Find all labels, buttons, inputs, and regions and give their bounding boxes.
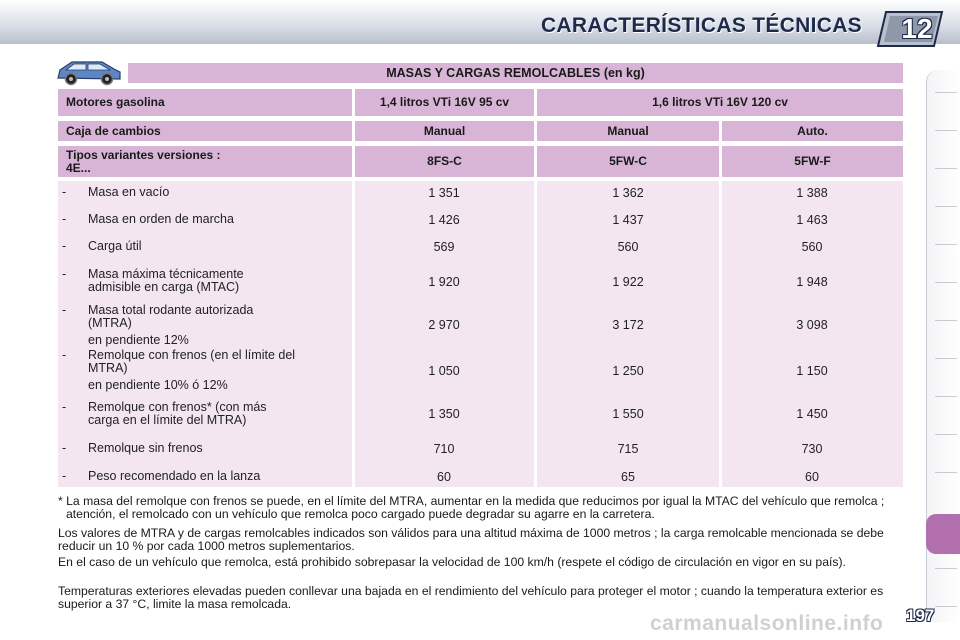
note-temperature: Temperaturas exteriores elevadas pueden conllevar una bajada en el rendimiento del vehículo para proteger el motor ; cuando la temperatura exterior es superior a 37 °C, limite la masa remolcada. (58, 584, 884, 611)
engine-label: Motores gasolina (58, 89, 352, 116)
table-cell: 1 351 (428, 186, 460, 200)
chapter-number: 12 (901, 13, 933, 44)
table-cell: 1 250 (612, 364, 644, 378)
chapter-tab-active[interactable] (926, 514, 960, 554)
table-cell: 3 172 (612, 318, 644, 332)
variant-1: 8FS-C (355, 146, 534, 177)
table-cell: 1 150 (796, 364, 828, 378)
note-altitude: Los valores de MTRA y de cargas remolcables indicados son válidos para una altitud máxima de 1000 metros ; la carga remolcable mencionada se debe reducir un 10 % por cada 1000 metros suplementarios. (58, 526, 884, 553)
note-speed: En el caso de un vehículo que remolca, está prohibido sobrepasar la velocidad de 100 km/h (respete el código de circulación en vigor en su país). (58, 555, 846, 569)
table-cell: 1 450 (796, 407, 828, 421)
chapter-badge (876, 8, 946, 50)
table-cell: 730 (801, 442, 823, 456)
watermark: carmanualsonline.info (650, 612, 884, 635)
gearbox-1: Manual (355, 121, 534, 141)
table-cell: 560 (617, 240, 639, 254)
table-cell: 60 (805, 470, 819, 484)
table-cell: 60 (437, 470, 451, 484)
page-title: CARACTERÍSTICAS TÉCNICAS (540, 14, 862, 37)
gearbox-2: Manual (537, 121, 719, 141)
variant-2: 5FW-C (537, 146, 719, 177)
table-caption: MASAS Y CARGAS REMOLCABLES (en kg) (128, 63, 903, 83)
table-cell: 1 388 (796, 186, 828, 200)
car-icon (54, 56, 124, 86)
table-cell: 560 (801, 240, 823, 254)
engine-1: 1,4 litros VTi 16V 95 cv (355, 89, 534, 116)
table-cell: 2 970 (428, 318, 460, 332)
table-cell: 569 (433, 240, 455, 254)
table-cell: 715 (617, 442, 639, 456)
table-cell: 3 098 (796, 318, 828, 332)
footnote: * La masa del remolque con frenos se puede, en el límite del MTRA, aumentar en la medida que reducimos por igual la MTAC del vehículo que remolca ; atención, el remolcado con un vehículo que remolca poco cargado puede degradar su agarre en la carretera. (58, 494, 885, 521)
table-cell: 1 920 (428, 275, 460, 289)
table-cell: 1 948 (796, 275, 828, 289)
gearbox-label: Caja de cambios (58, 121, 352, 141)
variant-3: 5FW-F (722, 146, 903, 177)
variant-label: Tipos variantes versiones : 4E... (58, 146, 352, 177)
table-cell: 1 362 (612, 186, 644, 200)
engine-2: 1,6 litros VTi 16V 120 cv (537, 89, 903, 116)
table-cell: 1 426 (428, 213, 460, 227)
table-cell: 1 550 (612, 407, 644, 421)
table-cell: 1 922 (612, 275, 644, 289)
table-cell: 1 437 (612, 213, 644, 227)
page-number: 197 (906, 606, 935, 625)
table-cell: 1 463 (796, 213, 828, 227)
table-cell: 1 350 (428, 407, 460, 421)
table-cell: 710 (433, 442, 455, 456)
table-cell: 65 (621, 470, 635, 484)
table-cell: 1 050 (428, 364, 460, 378)
gearbox-3: Auto. (722, 121, 903, 141)
